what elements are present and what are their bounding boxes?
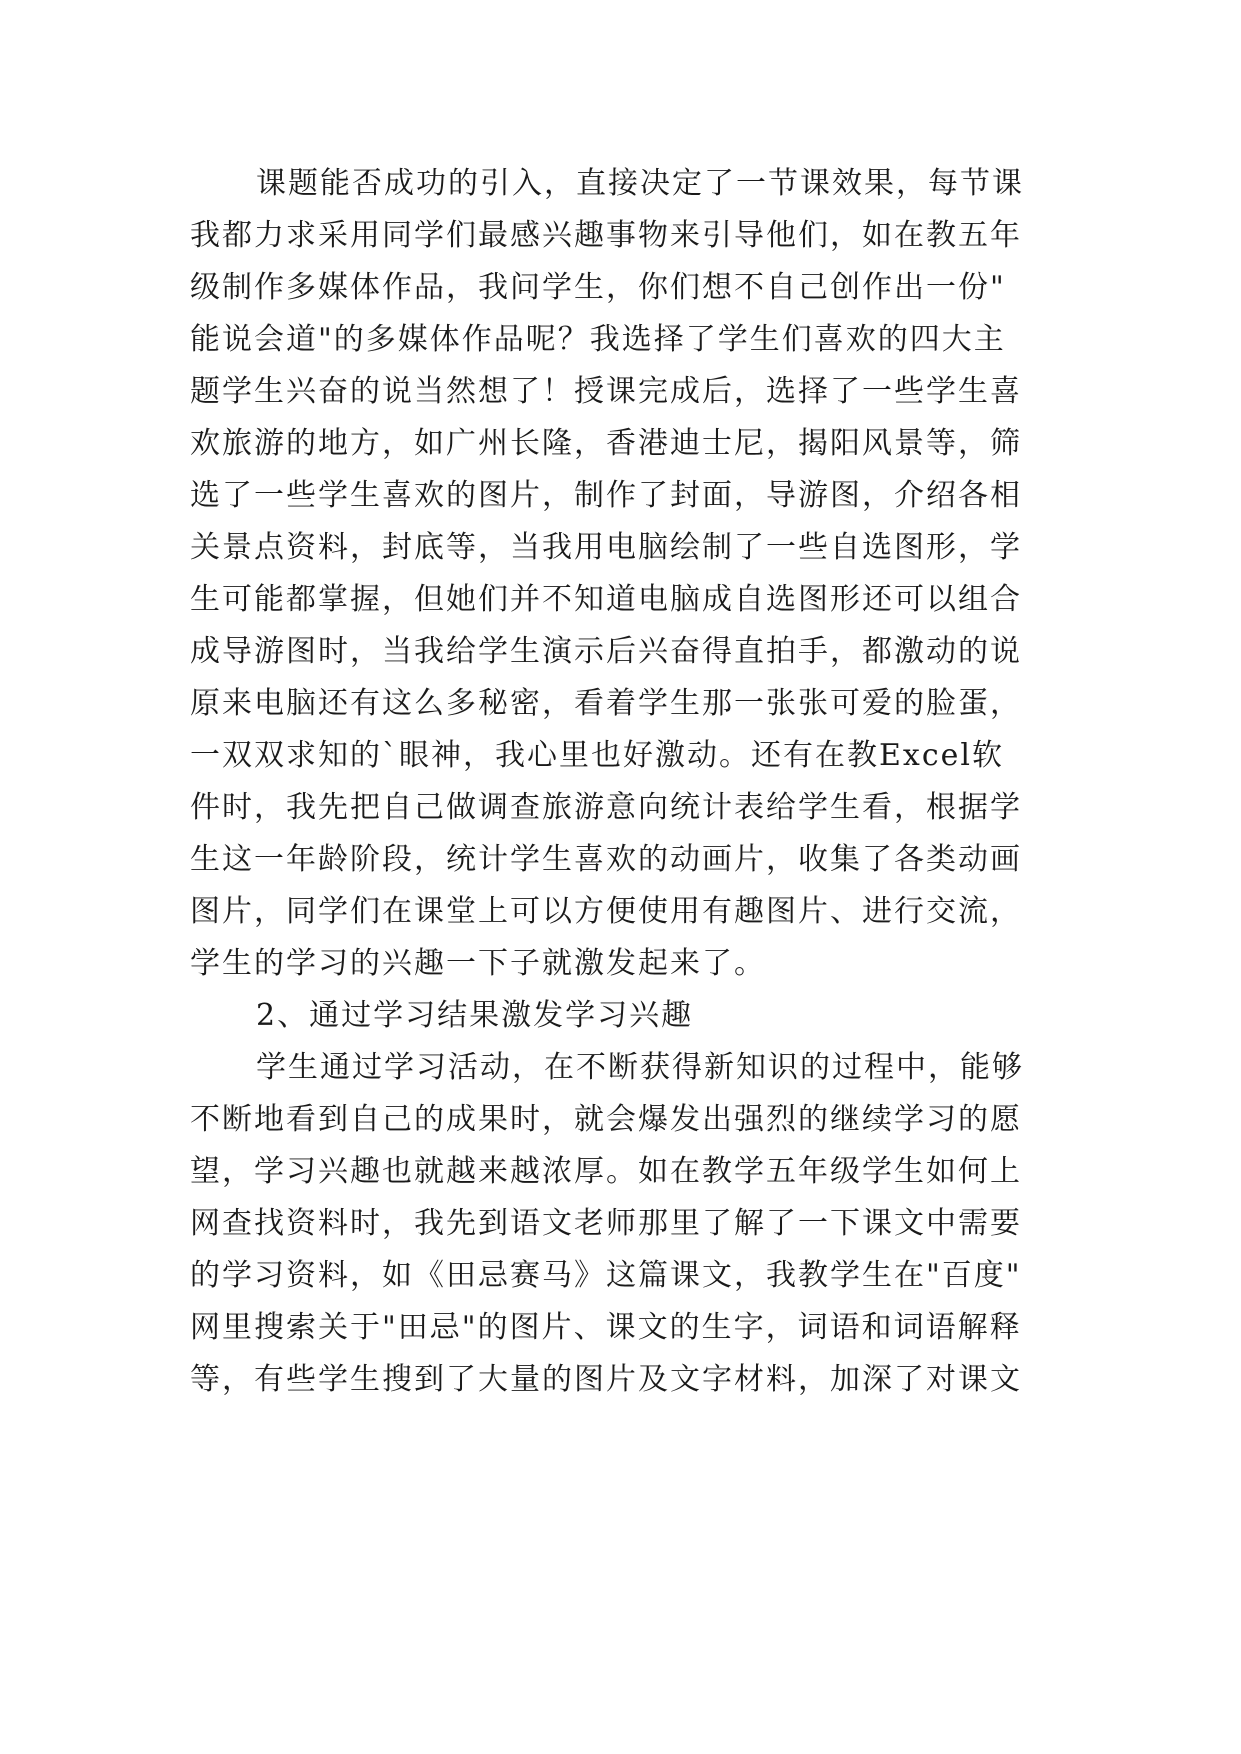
text-line: 网查找资料时，我先到语文老师那里了解了一下课文中需要 bbox=[190, 1206, 1022, 1241]
text-line: 一双双求知的`眼神，我心里也好激动。还有在教Excel软 bbox=[190, 738, 1004, 773]
text-line: 件时，我先把自己做调查旅游意向统计表给学生看，根据学 bbox=[190, 790, 1022, 825]
text-line: 2、通过学习结果激发学习兴趣 bbox=[256, 998, 694, 1033]
text-line: 能说会道"的多媒体作品呢？我选择了学生们喜欢的四大主 bbox=[190, 322, 1006, 357]
text-line: 题学生兴奋的说当然想了！授课完成后，选择了一些学生喜 bbox=[190, 374, 1022, 409]
text-line: 等，有些学生搜到了大量的图片及文字材料，加深了对课文 bbox=[190, 1362, 1022, 1397]
text-line: 关景点资料，封底等，当我用电脑绘制了一些自选图形，学 bbox=[190, 530, 1022, 565]
text-line: 学生通过学习活动，在不断获得新知识的过程中，能够 bbox=[256, 1050, 1024, 1085]
text-line: 望，学习兴趣也就越来越浓厚。如在教学五年级学生如何上 bbox=[190, 1154, 1022, 1189]
text-line: 课题能否成功的引入，直接决定了一节课效果，每节课 bbox=[256, 166, 1024, 201]
text-line: 我都力求采用同学们最感兴趣事物来引导他们，如在教五年 bbox=[190, 218, 1022, 253]
text-line: 不断地看到自己的成果时，就会爆发出强烈的继续学习的愿 bbox=[190, 1102, 1022, 1137]
text-line: 级制作多媒体作品，我问学生，你们想不自己创作出一份" bbox=[190, 270, 1006, 305]
text-line: 生这一年龄阶段，统计学生喜欢的动画片，收集了各类动画 bbox=[190, 842, 1022, 877]
text-line: 的学习资料，如《田忌赛马》这篇课文，我教学生在"百度" bbox=[190, 1258, 1022, 1293]
text-line: 原来电脑还有这么多秘密，看着学生那一张张可爱的脸蛋， bbox=[190, 686, 1022, 721]
text-line: 欢旅游的地方，如广州长隆，香港迪士尼，揭阳风景等，筛 bbox=[190, 426, 1022, 461]
text-line: 生可能都掌握，但她们并不知道电脑成自选图形还可以组合 bbox=[190, 582, 1022, 617]
body-text bbox=[190, 158, 1040, 1406]
text-line: 学生的学习的兴趣一下子就激发起来了。 bbox=[190, 946, 766, 981]
text-line: 图片，同学们在课堂上可以方便使用有趣图片、进行交流， bbox=[190, 894, 1022, 929]
text-line: 选了一些学生喜欢的图片，制作了封面，导游图，介绍各相 bbox=[190, 478, 1022, 513]
text-line: 网里搜索关于"田忌"的图片、课文的生字，词语和词语解释 bbox=[190, 1310, 1022, 1345]
text-line: 成导游图时，当我给学生演示后兴奋得直拍手，都激动的说 bbox=[190, 634, 1022, 669]
